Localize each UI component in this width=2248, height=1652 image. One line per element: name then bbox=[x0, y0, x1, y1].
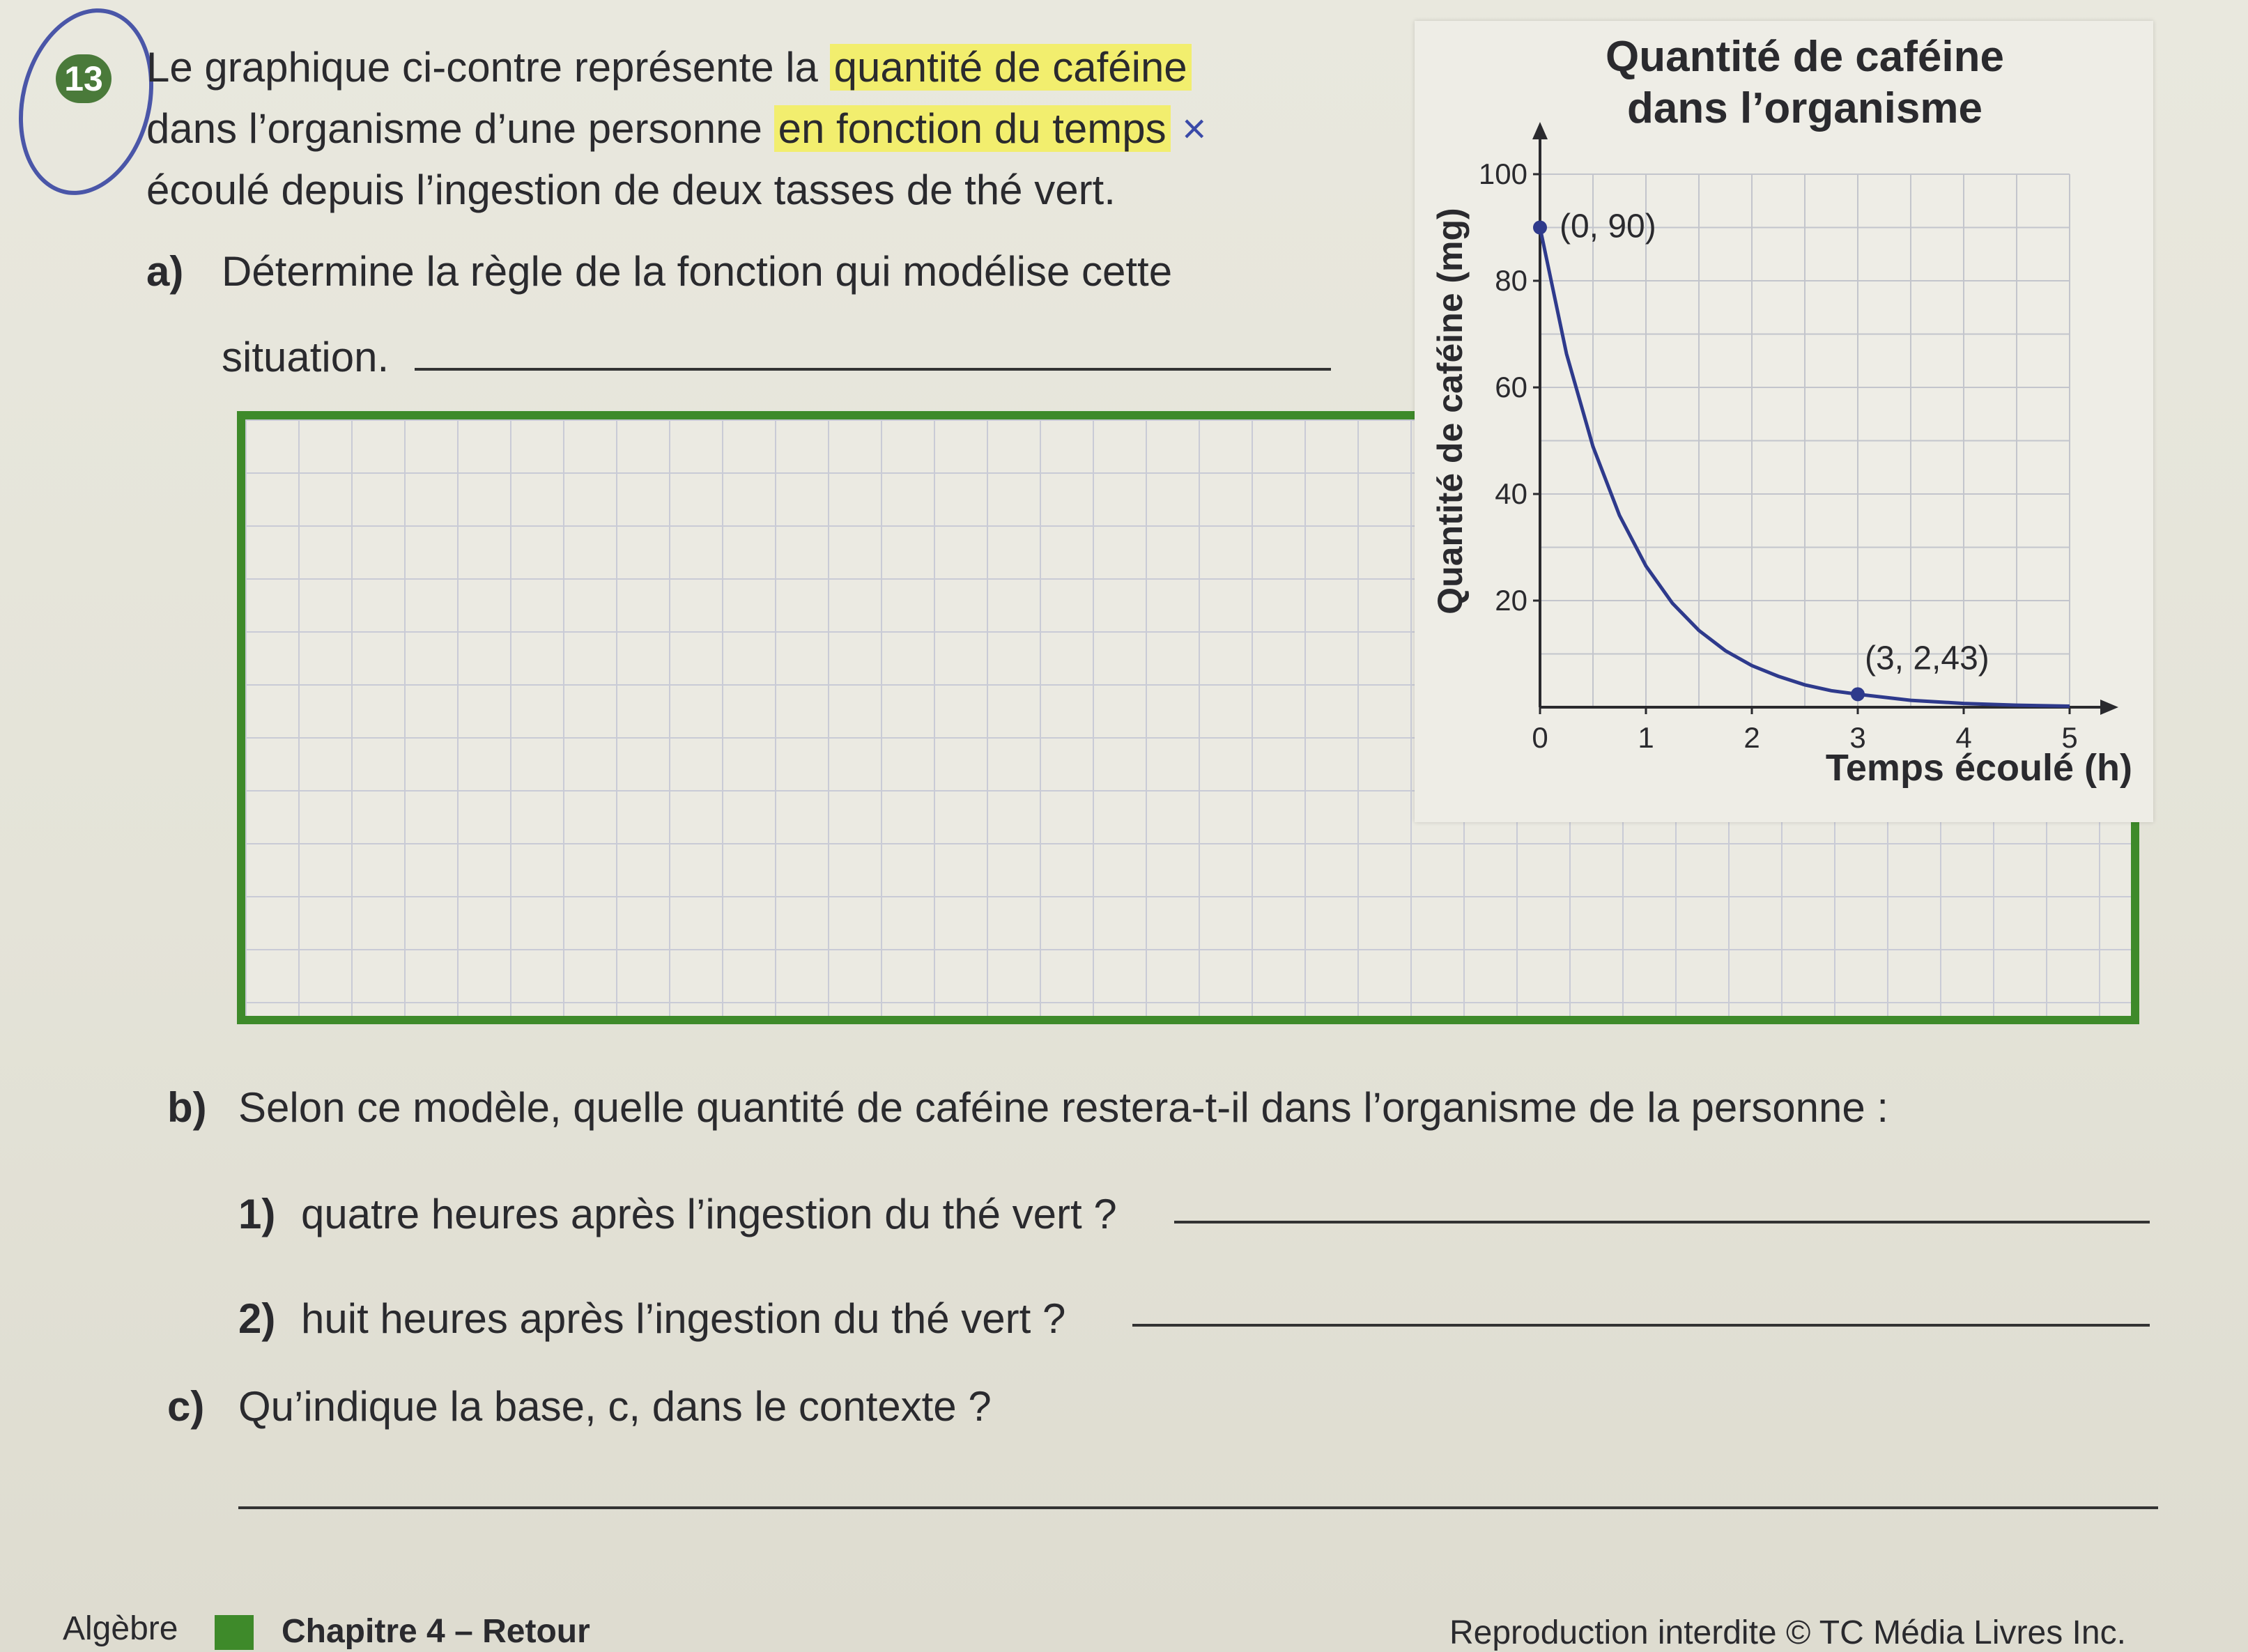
intro-line-2 bbox=[146, 105, 1206, 153]
x-tick-label: 1 bbox=[1638, 721, 1654, 754]
data-point bbox=[1533, 221, 1547, 235]
y-tick-label: 20 bbox=[1495, 584, 1527, 617]
chart-y-axis-label: Quantité de caféine (mg) bbox=[1431, 208, 1470, 615]
footer-section: Algèbre bbox=[63, 1610, 178, 1647]
chart-title-line-2: dans l’organisme bbox=[1627, 84, 1983, 132]
intro-line-2-highlight: en fonction du temps bbox=[774, 105, 1171, 152]
intro-line-3: écoulé depuis l’ingestion de deux tasses de thé vert. bbox=[146, 167, 1116, 213]
part-a-line-2: situation. bbox=[222, 334, 390, 380]
chart-svg bbox=[1415, 21, 2153, 822]
y-tick-label: 60 bbox=[1495, 371, 1527, 403]
x-tick-label: 3 bbox=[1849, 721, 1866, 754]
intro-line-1-highlight: quantité de caféine bbox=[830, 44, 1192, 91]
part-a-label: a) bbox=[146, 248, 184, 295]
chart-grid bbox=[1540, 174, 2070, 707]
x-tick-label: 0 bbox=[1532, 721, 1548, 754]
footer-copyright: Reproduction interdite © TC Média Livres Inc. bbox=[1449, 1614, 2126, 1651]
y-tick-label: 80 bbox=[1495, 264, 1527, 297]
part-c-text: Qu’indique la base, c, dans le contexte ? bbox=[238, 1383, 992, 1430]
data-point-label: (3, 2,43) bbox=[1865, 640, 1989, 677]
answer-line-b2[interactable] bbox=[1132, 1324, 2150, 1327]
chart-card bbox=[1415, 21, 2153, 822]
x-tick-label: 4 bbox=[1955, 721, 1972, 754]
data-point-label: (0, 90) bbox=[1560, 208, 1656, 245]
part-b-q2-text: huit heures après l’ingestion du thé vert ? bbox=[301, 1295, 1066, 1342]
data-point bbox=[1851, 687, 1865, 701]
x-tick-label: 5 bbox=[2061, 721, 2078, 754]
footer-marker bbox=[215, 1615, 254, 1650]
intro-line-1 bbox=[146, 43, 1192, 91]
chart-title-line-1: Quantité de caféine bbox=[1606, 33, 2004, 81]
y-tick-label: 40 bbox=[1495, 477, 1527, 510]
y-tick-label: 100 bbox=[1478, 157, 1527, 190]
chart-points bbox=[1533, 208, 1989, 702]
part-b-q1-label: 1) bbox=[238, 1191, 276, 1237]
handwritten-x-mark: × bbox=[1182, 105, 1207, 152]
answer-line-b1[interactable] bbox=[1174, 1221, 2150, 1223]
chart-x-axis-label: Temps écoulé (h) bbox=[1825, 747, 2132, 789]
part-c-label: c) bbox=[167, 1383, 205, 1430]
intro-line-2-text: dans l’organisme d’une personne bbox=[146, 105, 774, 152]
part-b-q2-label: 2) bbox=[238, 1295, 276, 1342]
x-tick-label: 2 bbox=[1743, 721, 1760, 754]
part-b-text: Selon ce modèle, quelle quantité de caféine restera-t-il dans l’organisme de la personne : bbox=[238, 1084, 1889, 1131]
part-a-line-1: Détermine la règle de la fonction qui modélise cette bbox=[222, 248, 1173, 295]
part-b-label: b) bbox=[167, 1084, 207, 1131]
exercise-number-badge: 13 bbox=[56, 54, 111, 103]
answer-line-a[interactable] bbox=[415, 368, 1331, 371]
intro-line-1-text: Le graphique ci-contre représente la bbox=[146, 44, 830, 91]
y-axis-arrow bbox=[1532, 122, 1548, 139]
part-b-q1-text: quatre heures après l’ingestion du thé vert ? bbox=[301, 1191, 1117, 1237]
footer-chapter: Chapitre 4 – Retour bbox=[282, 1613, 590, 1650]
x-axis-arrow bbox=[2100, 700, 2118, 715]
answer-line-c[interactable] bbox=[238, 1506, 2158, 1509]
